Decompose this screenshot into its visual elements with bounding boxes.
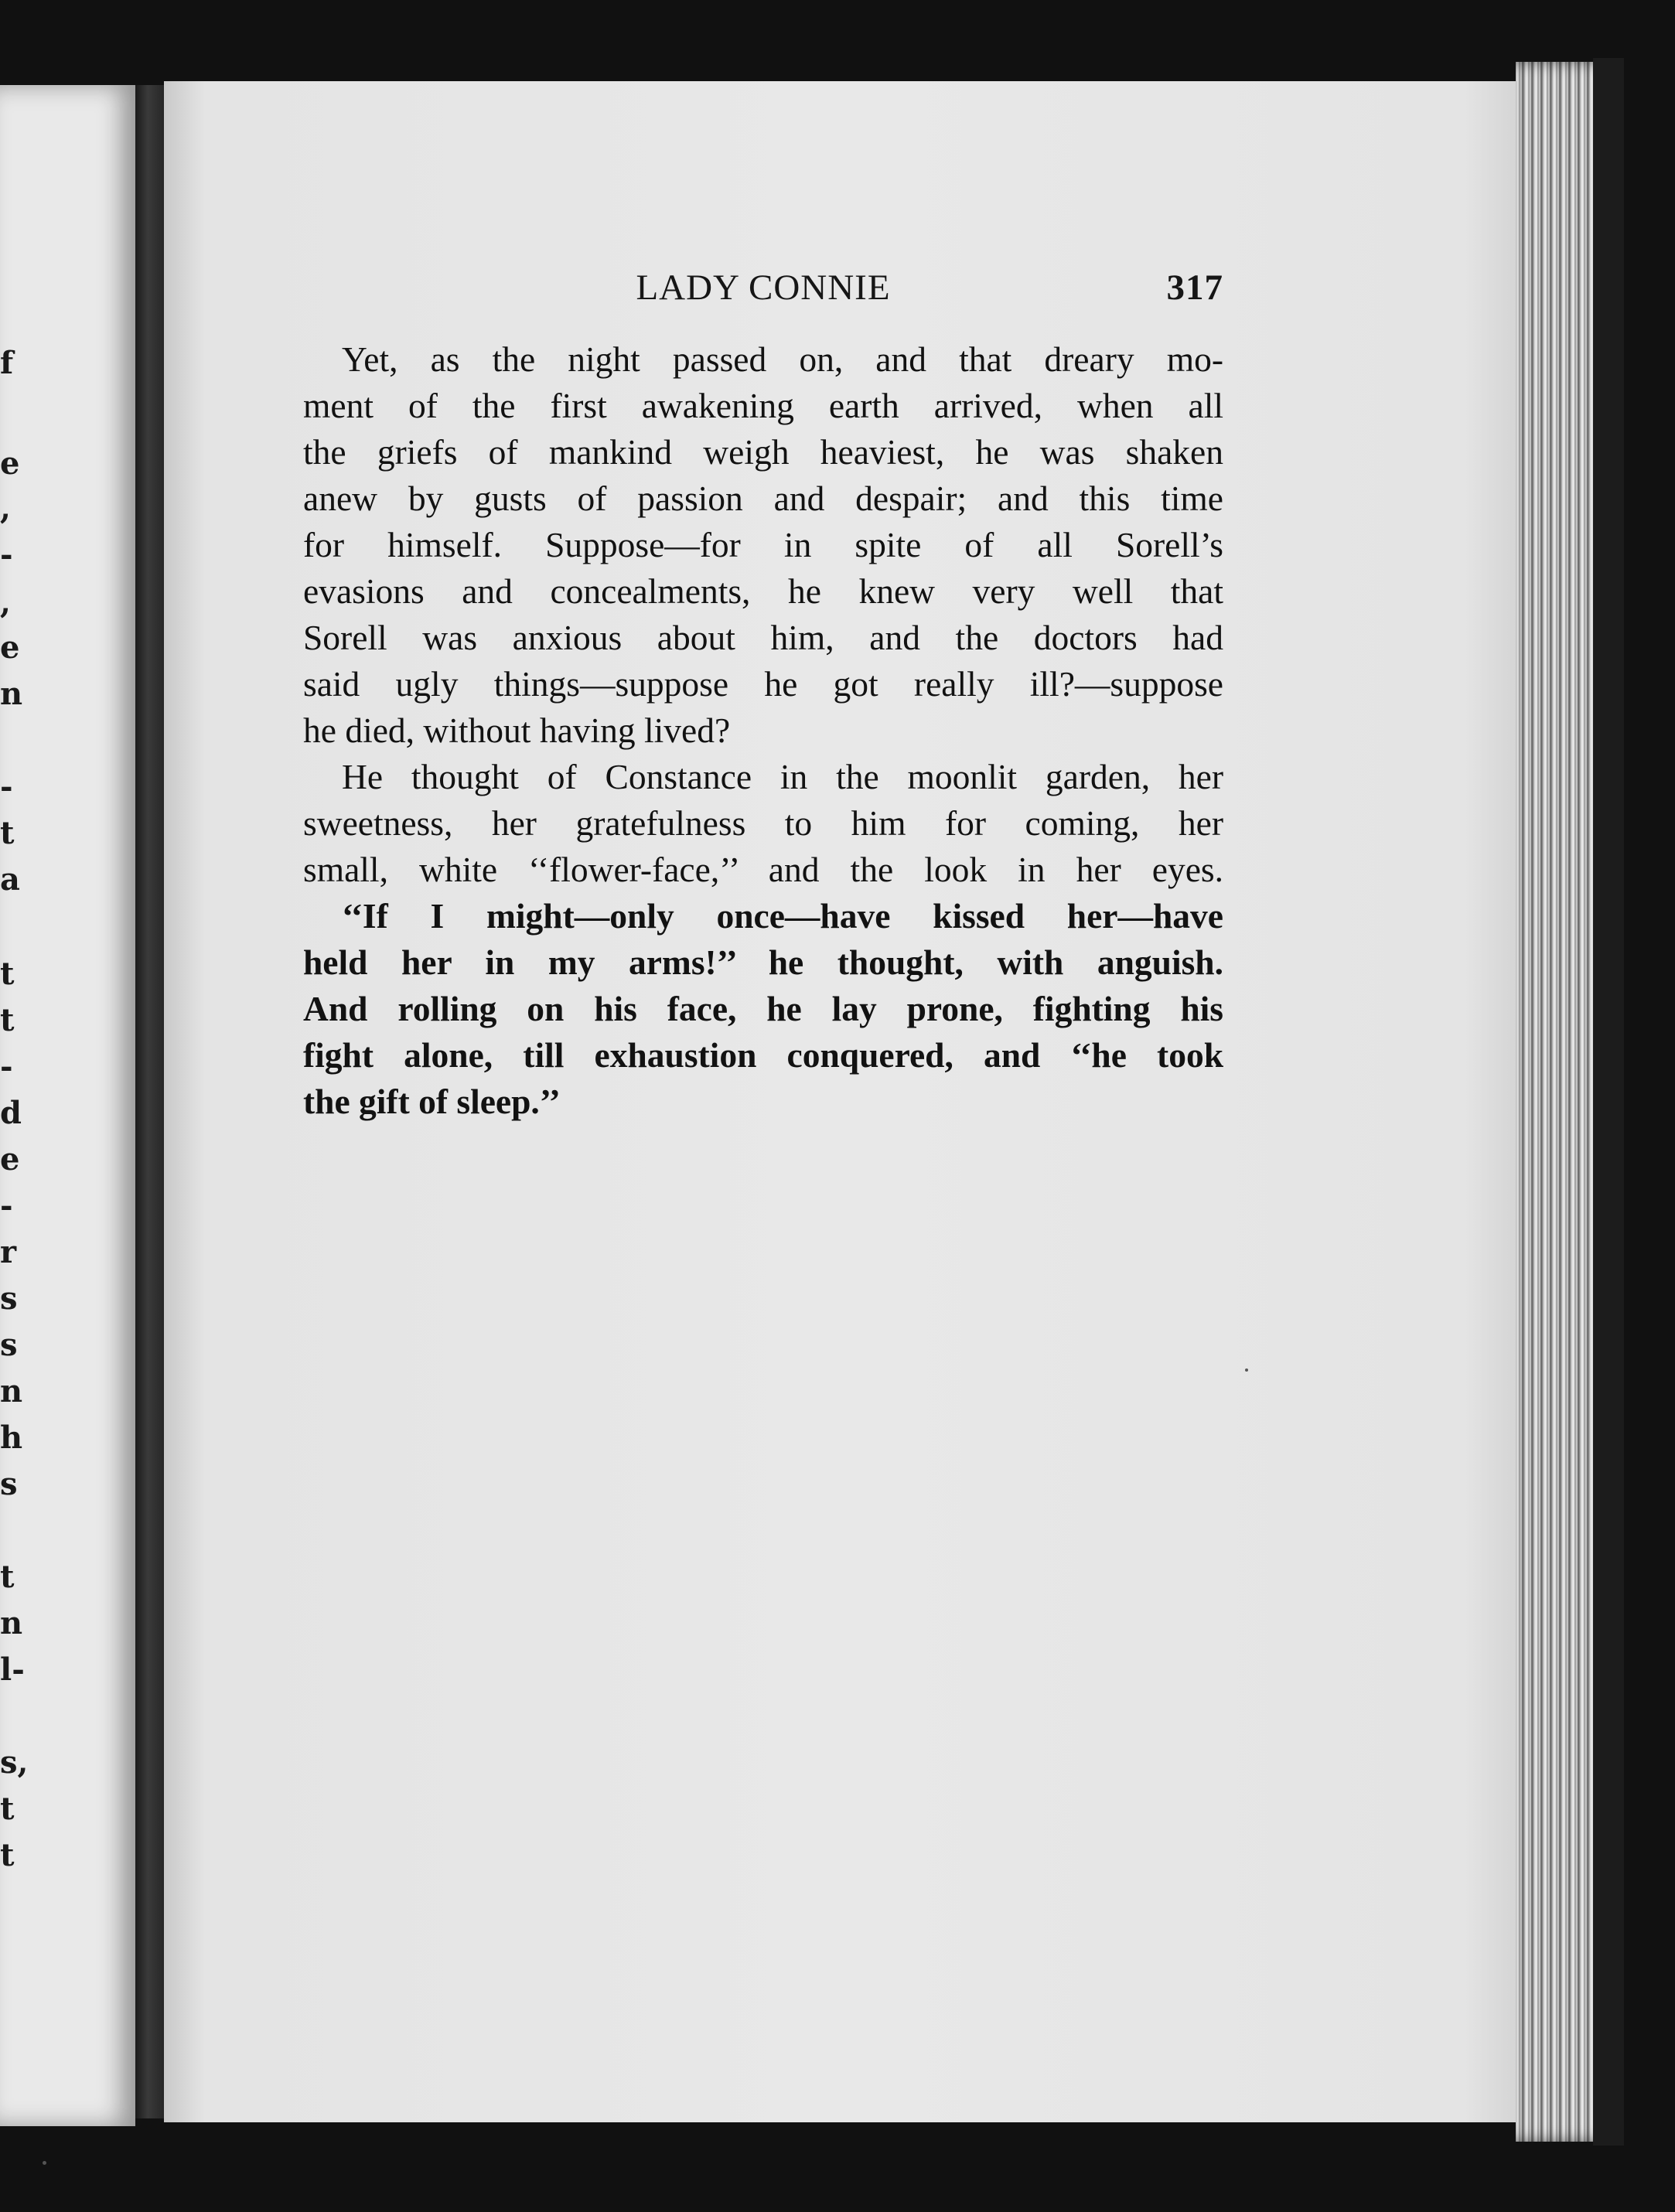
text-line: said ugly things—suppose he got really ill?—suppose (303, 664, 1223, 704)
paragraph (303, 754, 1223, 893)
running-head (303, 267, 1223, 313)
dust-speck (43, 2161, 46, 2165)
text-line: for himself. Suppose—for in spite of all Sorell’s (303, 525, 1223, 564)
text-line: held her in my arms!’’ he thought, with anguish. (303, 942, 1223, 982)
left-text-fragment: s, (0, 1747, 29, 1778)
book-gutter (135, 85, 166, 2118)
left-text-fragment: h (0, 1423, 23, 1454)
text-line: He thought of Constance in the moonlit garden, her (342, 757, 1223, 796)
text-line: And rolling on his face, he lay prone, fighting his (303, 989, 1223, 1028)
text-line: Yet, as the night passed on, and that dreary mo- (342, 339, 1223, 379)
left-text-fragment: a (0, 864, 20, 895)
text-line: small, white ‘‘flower-face,’’ and the look in her eyes. (303, 850, 1223, 889)
text-line: Sorell was anxious about him, and the doctors had (303, 618, 1223, 657)
left-page-fragment (0, 85, 135, 2126)
left-text-fragment: t (0, 1794, 15, 1825)
dust-speck (1245, 1368, 1248, 1372)
left-text-fragment: - (0, 772, 13, 803)
left-text-fragment: t (0, 1005, 15, 1036)
left-text-fragment: s (0, 1283, 18, 1314)
left-text-fragment: n (0, 1376, 23, 1407)
cover-edge (1593, 58, 1624, 2146)
text-line: sweetness, her gratefulness to him for coming, her (303, 803, 1223, 843)
paragraph (303, 893, 1223, 1125)
left-text-fragment: s (0, 1330, 18, 1361)
left-text-fragment: n (0, 1608, 23, 1639)
running-title: LADY CONNIE (636, 268, 891, 308)
left-text-fragment: , (0, 588, 11, 619)
left-text-fragment: s (0, 1469, 18, 1500)
text-line: he died, without having lived? (303, 711, 731, 750)
text-line: evasions and concealments, he knew very well that (303, 571, 1223, 611)
left-text-fragment: e (0, 448, 20, 479)
text-line: fight alone, till exhaustion conquered, and ‘‘he took (303, 1035, 1223, 1075)
page-number: 317 (1166, 268, 1223, 308)
left-text-fragment: t (0, 959, 15, 990)
text-line: ‘‘If I might—only once—have kissed her—have (342, 896, 1223, 936)
text-line: the gift of sleep.’’ (303, 1082, 561, 1121)
left-text-fragment: e (0, 1144, 20, 1175)
left-text-fragment: r (0, 1237, 17, 1268)
left-text-fragment: - (0, 540, 13, 571)
left-text-fragment: t (0, 1562, 15, 1593)
left-text-fragment: t (0, 818, 15, 849)
left-text-fragment: t (0, 1840, 15, 1871)
left-text-fragment: e (0, 632, 20, 663)
left-text-fragment: , (0, 493, 11, 524)
body-text (303, 336, 1223, 1125)
left-text-fragment: d (0, 1098, 22, 1129)
left-text-fragment: l- (0, 1655, 25, 1685)
text-line: anew by gusts of passion and despair; and this time (303, 479, 1223, 518)
left-text-fragment: - (0, 1191, 13, 1222)
left-text-fragment: f (0, 348, 14, 379)
left-text-fragment: - (0, 1051, 13, 1082)
text-line: ment of the first awakening earth arrived, when all (303, 386, 1223, 425)
paragraph (303, 336, 1223, 754)
left-text-fragment: n (0, 679, 23, 710)
text-line: the griefs of mankind weigh heaviest, he was shaken (303, 432, 1223, 472)
